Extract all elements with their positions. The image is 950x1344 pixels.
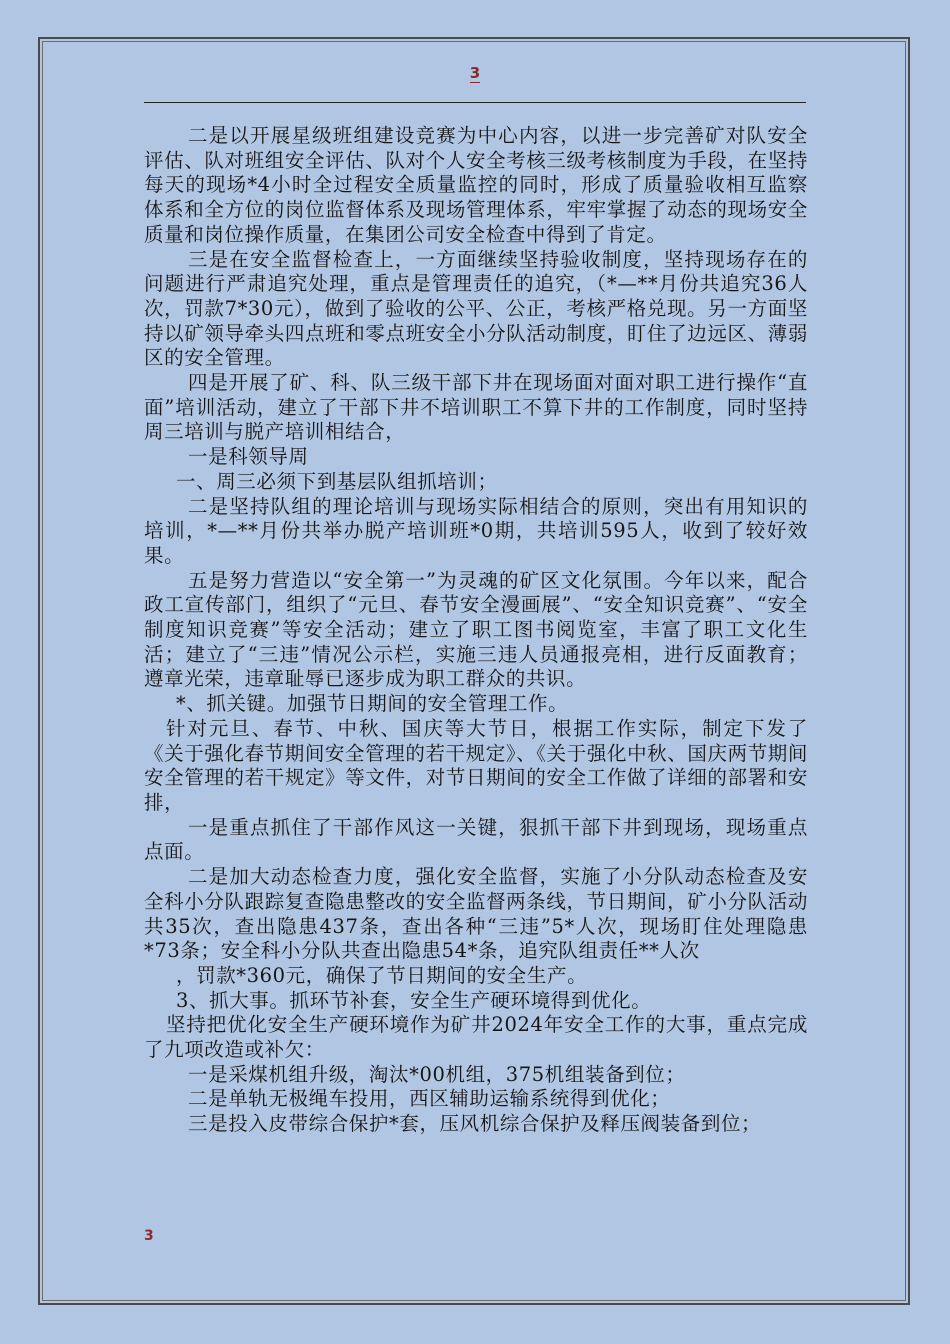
header-page-number bbox=[0, 64, 950, 82]
paragraph: 3、抓大事。抓环节补套，安全生产硬环境得到优化。 bbox=[176, 988, 652, 1012]
paragraph: 一、周三必须下到基层队组抓培训； bbox=[176, 469, 498, 493]
paragraph: 一是重点抓住了干部作风这一关键，狠抓干部下井到现场，现场重点点面。 bbox=[144, 815, 808, 864]
paragraph: 二是以开展星级班组建设竞赛为中心内容，以进一步完善矿对队安全评估、队对班组安全评估、队对个人安全考核三级考核制度为手段，在坚持每天的现场*4小时全过程安全质量监控的同时，形成了质量验收相互监察体系和全方位的岗位监督体系及现场管理体系，牢牢掌握了动态的现场安全质量和岗位操作质量，在集团公司安全检查中得到了肯定。 bbox=[144, 124, 808, 246]
paragraph: 一是科领导周 bbox=[188, 445, 309, 469]
header-rule bbox=[144, 102, 806, 103]
paragraph: 一是采煤机组升级，淘汰*00机组，375机组装备到位； bbox=[188, 1062, 686, 1086]
paragraph: 四是开展了矿、科、队三级干部下井在现场面对面对职工进行操作“直面”培训活动，建立了干部下井不培训职工不算下井的工作制度，同时坚持周三培训与脱产培训相结合， bbox=[144, 371, 808, 444]
paragraph: 坚持把优化安全生产硬环境作为矿井2024年安全工作的大事，重点完成了九项改造或补欠： bbox=[144, 1013, 808, 1062]
paragraph: 二是加大动态检查力度，强化安全监督，实施了小分队动态检查及安全科小分队跟踪复查隐患整改的安全监督两条线，节日期间，矿小分队活动共35次，查出隐患437条，查出各种“三违”5*人次，现场盯住处理隐患*73条；安全科小分队共查出隐患54*条，追究队组责任**人次 bbox=[144, 865, 808, 963]
footer-page-number: 3 bbox=[144, 1228, 154, 1244]
header-page-number-text: 3 bbox=[469, 64, 481, 82]
document-body bbox=[144, 124, 808, 1137]
paragraph: 五是努力营造以“安全第一”为灵魂的矿区文化氛围。今年以来，配合政工宣传部门，组织了“元旦、春节安全漫画展”、“安全知识竞赛”、“安全制度知识竞赛”等安全活动；建立了职工图书阅览室，丰富了职工文化生活；建立了“三违”情况公示栏，实施三违人员通报亮相，进行反面教育；遵章光荣，违章耻辱已逐步成为职工群众的共识。 bbox=[144, 568, 808, 691]
paragraph: *、抓关键。加强节日期间的安全管理工作。 bbox=[176, 692, 569, 716]
paragraph: ，罚款*360元，确保了节日期间的安全生产。 bbox=[176, 963, 588, 987]
paragraph: 二是坚持队组的理论培训与现场实际相结合的原则，突出有用知识的培训，*—**月份共举办脱产培训班*0期，共培训595人，收到了较好效果。 bbox=[144, 494, 808, 567]
paragraph: 三是在安全监督检查上，一方面继续坚持验收制度，坚持现场存在的问题进行严肃追究处理，重点是管理责任的追究，（*—**月份共追究36人次，罚款7*30元），做到了验收的公平、公正，考核严格兑现。另一方面坚持以矿领导牵头四点班和零点班安全小分队活动制度，盯住了边远区、薄弱区的安全管理。 bbox=[144, 247, 808, 370]
paragraph: 针对元旦、春节、中秋、国庆等大节日，根据工作实际，制定下发了《关于强化春节期间安全管理的若干规定》、《关于强化中秋、国庆两节期间安全管理的若干规定》等文件，对节日期间的安全工作做了详细的部署和安排， bbox=[144, 716, 808, 814]
paragraph: 二是单轨无极绳车投用，西区辅助运输系统得到优化； bbox=[188, 1087, 671, 1111]
paragraph: 三是投入皮带综合保护*套，压风机综合保护及释压阀装备到位； bbox=[188, 1112, 762, 1136]
